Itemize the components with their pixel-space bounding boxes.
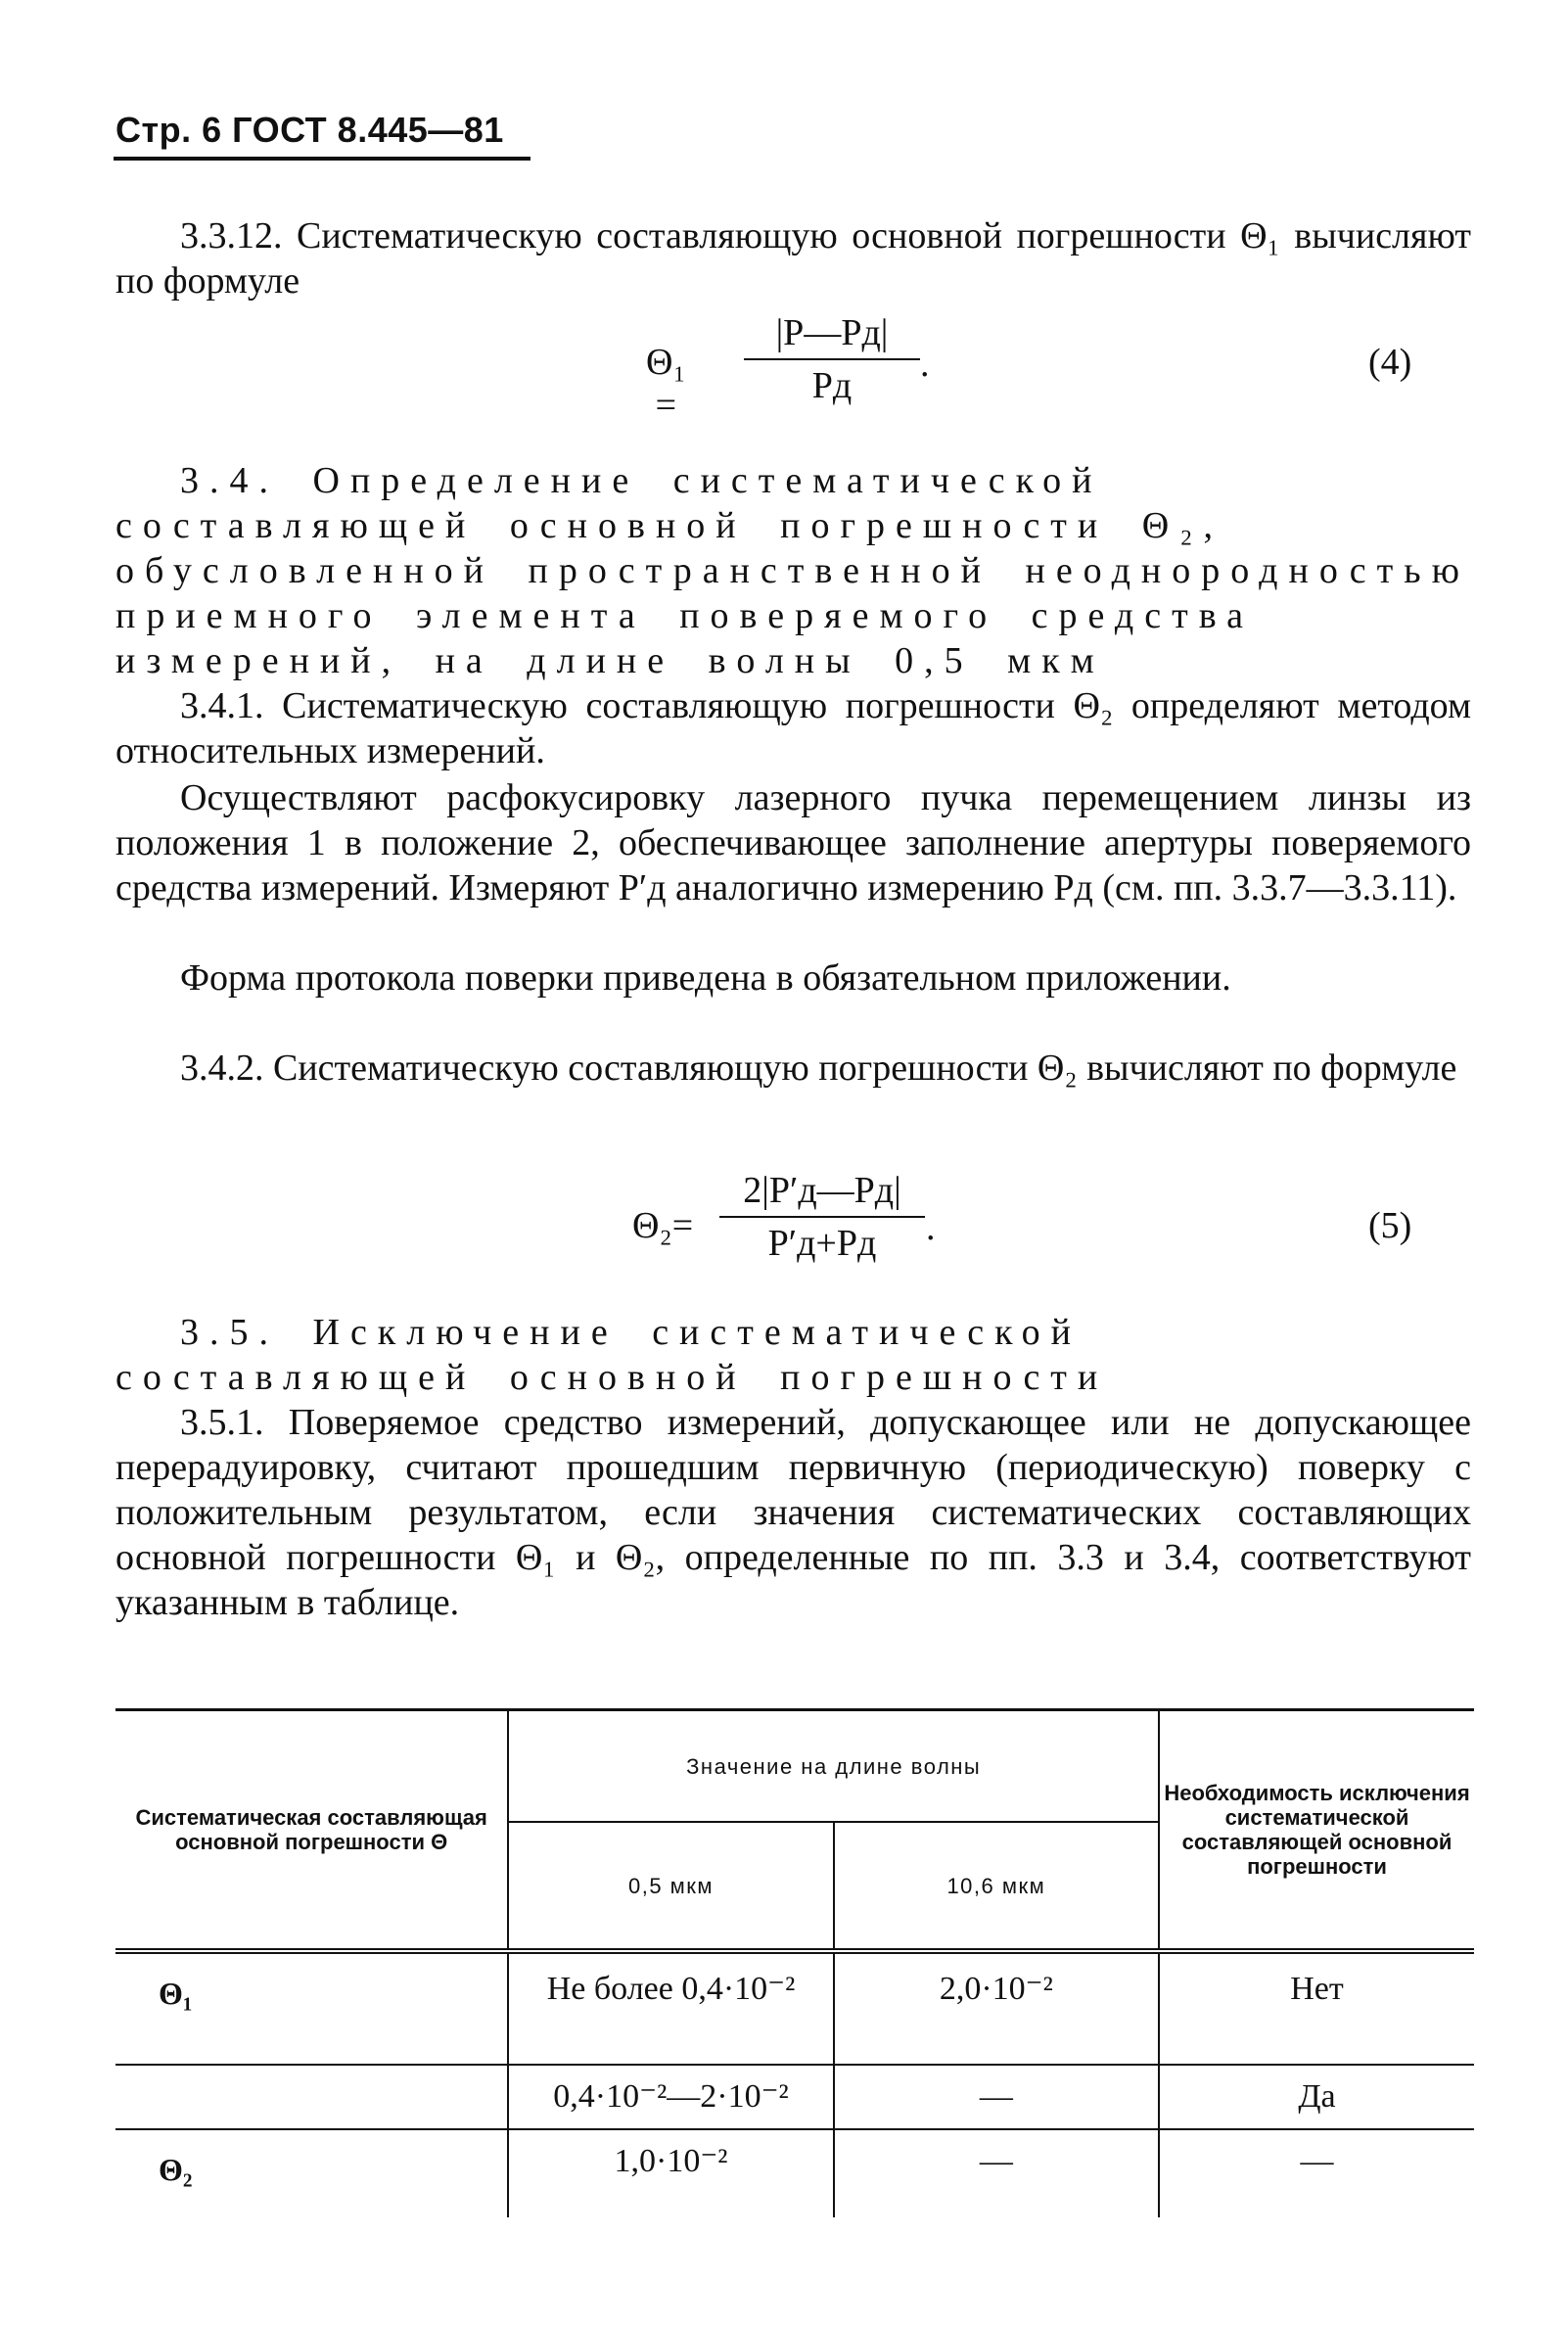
equation-number-4: (4) [1368, 342, 1412, 383]
table-header-10-6: 10,6 мкм [834, 1822, 1159, 1951]
row-1-symbol: Θ₁ [115, 1951, 508, 2065]
paragraph-protocol: Форма протокола поверки приведена в обязательном приложении. [180, 957, 1231, 999]
results-table [115, 1708, 1474, 2187]
row-3-necessity: — [1300, 2143, 1334, 2179]
table-header-necessity: Необходимость исключения систематической составляющей основной погрешности [1164, 1781, 1470, 1879]
row-3-value-10-6: — [834, 2129, 1159, 2217]
row-2-value-0-5: 0,4·10⁻²—2·10⁻² [508, 2065, 833, 2129]
row-3-symbol: Θ₂ [115, 2129, 508, 2217]
row-2-symbol [115, 2065, 508, 2129]
formula-5-lhs: Θ₂= [632, 1205, 694, 1246]
table-header-wavelength-group: Значение на длине волны [508, 1710, 1159, 1823]
paragraph-3-4-2: 3.4.2. Систематическую составляющую погрешности Θ₂ вычисляют по формуле [180, 1048, 1457, 1089]
row-1-necessity: Нет [1290, 1971, 1344, 2007]
row-2-necessity: Да [1298, 2078, 1336, 2115]
equation-number-5: (5) [1368, 1205, 1412, 1246]
header-rule [114, 157, 530, 161]
section-heading-3-4: 3.4. Определение систематической составляющей основной погрешности Θ₂, обусловленной пространственной неоднородностью приемного элемента поверяемого средства измерений, на длине волны 0,5 мкм [115, 460, 1470, 681]
row-1-value-0-5: Не более 0,4·10⁻² [508, 1951, 833, 2065]
row-2-value-10-6: — [834, 2065, 1159, 2129]
formula-4-fraction [744, 311, 920, 407]
formula-4-bar [744, 358, 920, 360]
paragraph-3-3-12: 3.3.12. Систематическую составляющую основной погрешности Θ₁ вычисляют по формуле [115, 215, 1471, 302]
table-header-component: Систематическая составляющая основной погрешности Θ [115, 1710, 508, 1952]
formula-5-fraction [719, 1169, 925, 1265]
formula-4-numerator: |P—Pд| [775, 312, 889, 353]
table-row [115, 2065, 1474, 2129]
table-row [115, 2129, 1474, 2217]
formula-4-denominator: Pд [811, 365, 853, 406]
table-row [115, 1951, 1474, 2065]
page-header: Стр. 6 ГОСТ 8.445—81 [115, 110, 504, 150]
formula-5-tail: . [926, 1207, 936, 1248]
formula-5-bar [719, 1216, 925, 1218]
row-1-value-10-6: 2,0·10⁻² [834, 1951, 1159, 2065]
formula-5-numerator: 2|P′д—Pд| [743, 1170, 901, 1211]
paragraph-3-4-1: 3.4.1. Систематическую составляющую погрешности Θ₂ определяют методом относительных измерений. [115, 685, 1471, 771]
formula-4-tail: . [920, 344, 930, 385]
paragraph-3-5-1: 3.5.1. Поверяемое средство измерений, допускающее или не допускающее перерадуировку, считают прошедшим первичную (периодическую) поверку с положительным результатом, если значения систематических составляющих основной погрешности Θ₁ и Θ₂, определенные по пп. 3.3 и 3.4, соответствуют указанным в таблице. [115, 1402, 1471, 1623]
table-header-0-5: 0,5 мкм [508, 1822, 833, 1951]
paragraph-defocus: Осуществляют расфокусировку лазерного пучка перемещением линзы из положения 1 в положение 2, обеспечивающее заполнение апертуры поверяемого средства измерений. Измеряют P′д аналогично измерению Pд (см. пп. 3.3.7—3.3.11). [115, 777, 1471, 908]
section-heading-3-5: 3.5. Исключение систематической составляющей основной погрешности [115, 1312, 1109, 1398]
row-3-value-0-5: 1,0·10⁻² [508, 2129, 833, 2217]
formula-5-denominator: P′д+Pд [767, 1223, 877, 1264]
formula-4-lhs: Θ₁ = [646, 342, 686, 426]
